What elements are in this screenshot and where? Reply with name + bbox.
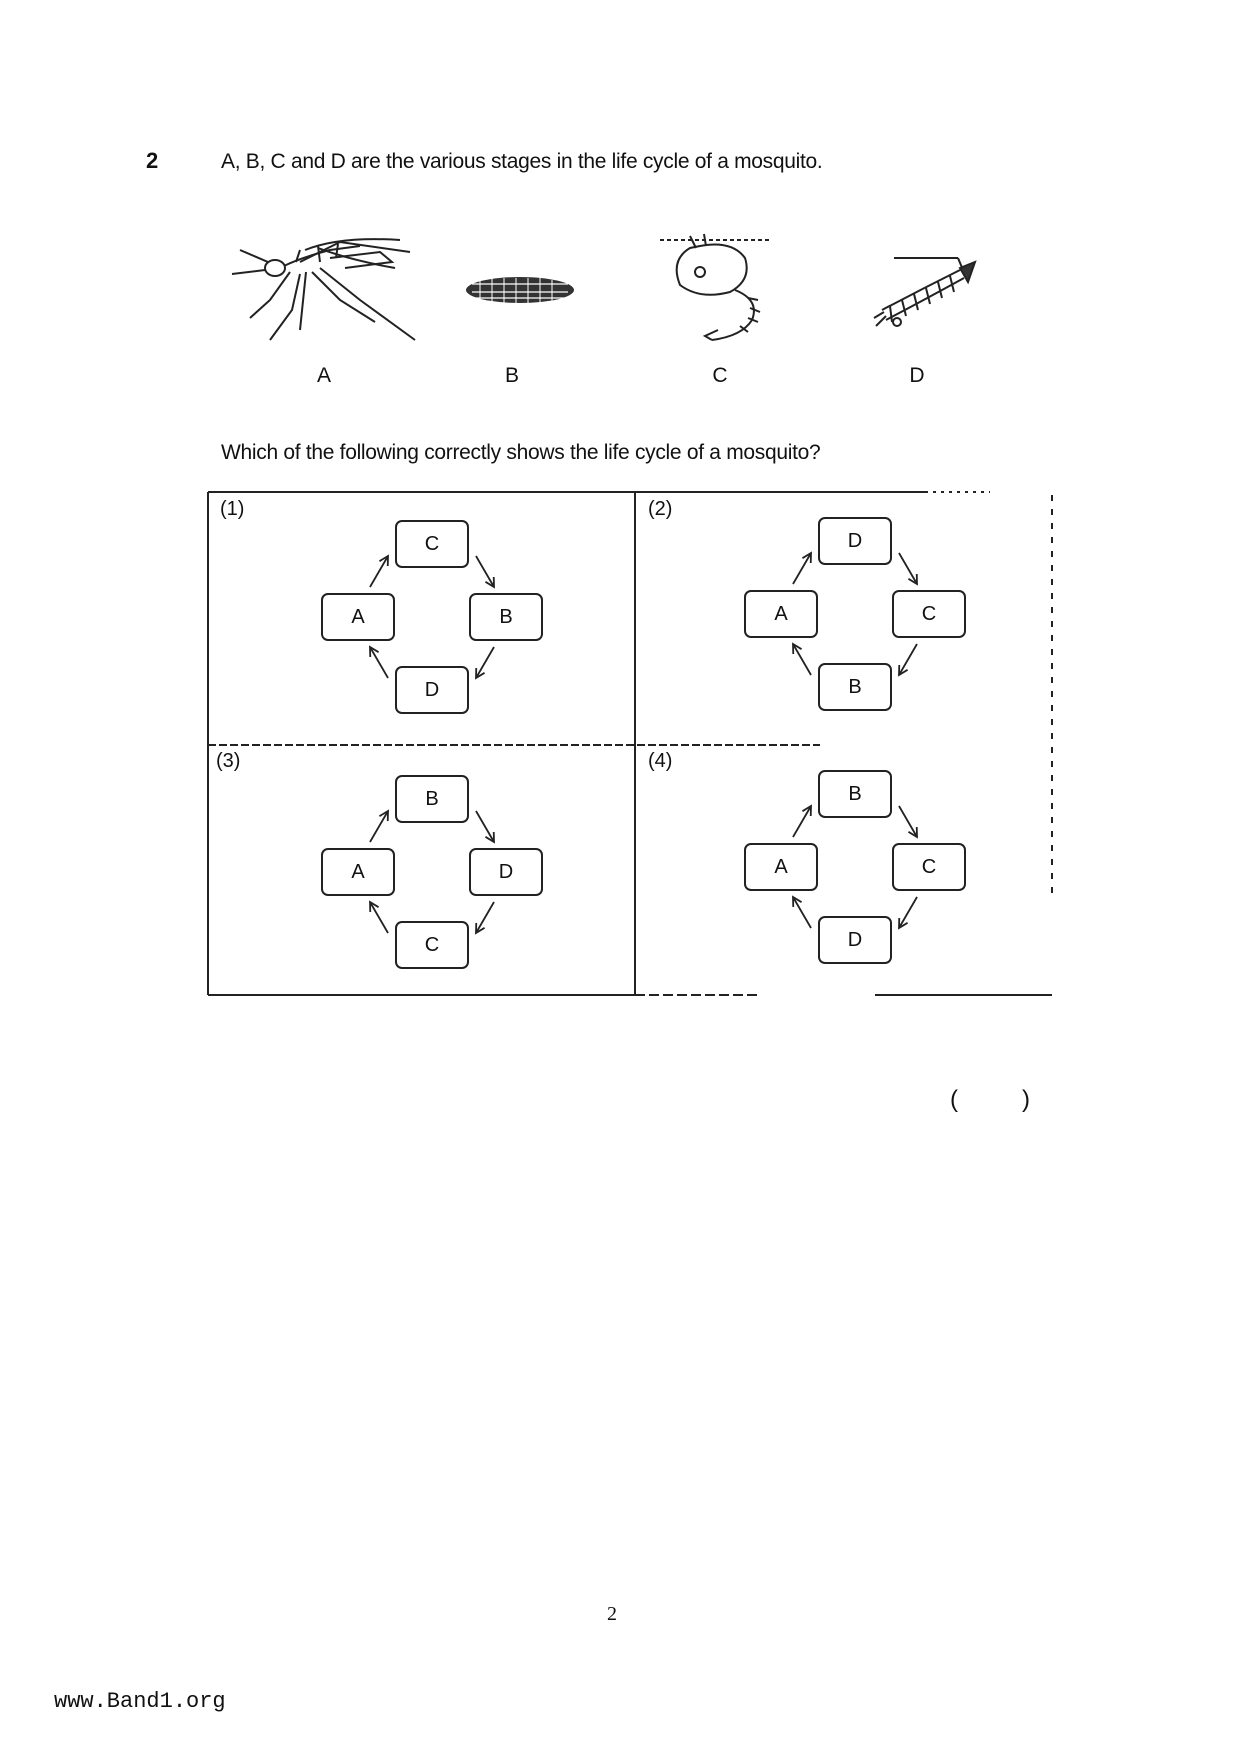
cycle-arrow — [370, 556, 388, 587]
cycle-node-left — [745, 844, 817, 890]
cycle-arrow — [793, 897, 811, 928]
cycle-node-label: C — [424, 533, 440, 555]
cycle-node-bottom — [819, 917, 891, 963]
cycle-node-top — [819, 518, 891, 564]
stage-label-a: A — [316, 364, 331, 387]
cycle-node-left — [322, 594, 394, 640]
cycle-node-label: A — [351, 861, 365, 883]
cycle-node-label: C — [921, 856, 937, 878]
cycle-node-top — [819, 771, 891, 817]
cycle-node-label: A — [774, 603, 788, 625]
cycle-node-left — [322, 849, 394, 895]
question-number: 2 — [146, 148, 159, 173]
answer-bracket-open: ( — [950, 1086, 958, 1113]
cycle-arrow — [793, 644, 811, 675]
cycle-node-label: C — [921, 603, 937, 625]
question-prompt: Which of the following correctly shows the life cycle of a mosquito? — [221, 441, 821, 464]
cycle-node-bottom — [819, 664, 891, 710]
cycle-arrow — [899, 644, 917, 675]
cycle-node-label: B — [848, 676, 862, 698]
cycle-node-label: B — [425, 788, 439, 810]
cycle-node-top — [396, 776, 468, 822]
cycle-arrow — [793, 806, 811, 837]
cycle-node-label: B — [499, 606, 513, 628]
cycle-node-label: D — [498, 861, 514, 883]
cycle-arrow — [899, 553, 917, 584]
cycle-node-label: D — [847, 530, 863, 552]
answer-bracket-close: ) — [1022, 1086, 1030, 1113]
cycle-arrow — [899, 897, 917, 928]
cycle-node-right — [893, 844, 965, 890]
cycle-arrow — [793, 553, 811, 584]
option-label-1: (1) — [220, 498, 245, 520]
stage-label-b: B — [504, 364, 519, 387]
cycle-node-right — [470, 594, 542, 640]
cycle-node-label: D — [847, 929, 863, 951]
cycle-arrow — [476, 811, 494, 842]
cycle-node-right — [470, 849, 542, 895]
cycle-node-label: C — [424, 934, 440, 956]
cycle-arrow — [370, 902, 388, 933]
cycle-node-bottom — [396, 922, 468, 968]
cycle-arrow — [370, 647, 388, 678]
cycle-arrow — [899, 806, 917, 837]
cycle-node-bottom — [396, 667, 468, 713]
cycle-node-label: B — [848, 783, 862, 805]
option-label-3: (3) — [216, 750, 241, 772]
question-text: A, B, C and D are the various stages in the life cycle of a mosquito. — [221, 150, 823, 173]
stage-label-c: C — [712, 364, 728, 387]
cycle-arrow — [476, 556, 494, 587]
cycle-node-label: A — [351, 606, 365, 628]
cycle-node-left — [745, 591, 817, 637]
footer-url: www.Band1.org — [54, 1689, 226, 1714]
option-label-2: (2) — [648, 498, 673, 520]
cycle-arrow — [370, 811, 388, 842]
page-number: 2 — [607, 1603, 617, 1625]
cycle-arrow — [476, 902, 494, 933]
cycle-node-right — [893, 591, 965, 637]
cycle-node-top — [396, 521, 468, 567]
cycle-arrow — [476, 647, 494, 678]
cycle-node-label: A — [774, 856, 788, 878]
option-label-4: (4) — [648, 750, 673, 772]
stage-label-d: D — [909, 364, 925, 387]
cycle-node-label: D — [424, 679, 440, 701]
